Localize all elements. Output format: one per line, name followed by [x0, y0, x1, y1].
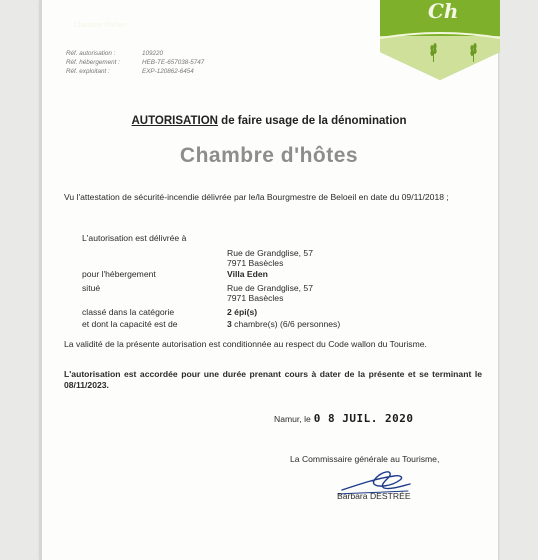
reference-row	[66, 50, 204, 59]
located-line2: 7971 Basècles	[227, 293, 284, 303]
reference-label: Réf. autorisation :	[66, 50, 116, 57]
date-line	[274, 412, 414, 425]
delivered-to-address-line2: 7971 Basècles	[227, 258, 284, 268]
capacity-label: et dont la capacité est de	[82, 319, 178, 329]
title-rest: de faire usage de la dénomination	[217, 115, 407, 127]
stamped-date: 0 8 JUIL. 2020	[313, 412, 414, 425]
document-page	[40, 0, 498, 560]
reference-row	[66, 59, 204, 68]
svg-text:Ch: Ch	[428, 0, 459, 23]
capacity-rest: chambre(s) (6/6 personnes)	[231, 319, 341, 329]
reference-block	[66, 50, 204, 76]
reference-row	[66, 68, 204, 77]
place-prefix: Namur, le	[274, 414, 311, 424]
category-value: 2 épi(s)	[227, 307, 258, 317]
reference-label: Réf. exploitant :	[66, 67, 110, 75]
category-label: classé dans la catégorie	[82, 307, 175, 317]
reference-value: HEB-TE-657038-5747	[142, 58, 205, 66]
reference-label: Réf. hébergement :	[66, 58, 120, 66]
delivered-to-address-line1: Rue de Grandglise, 57	[227, 248, 313, 258]
logo-brand-text: Chambre d'hôtes	[73, 22, 127, 29]
signer-name: Barbara DESTRÉE	[337, 491, 411, 501]
denomination-heading: Chambre d'hôtes	[179, 144, 359, 167]
intro-paragraph: Vu l'attestation de sécurité-incendie délivrée par le/la Bourgmestre de Beloeil en date du 09/11/2018 ;	[64, 192, 449, 202]
located-line1: Rue de Grandglise, 57	[227, 283, 313, 293]
located-label: situé	[82, 283, 101, 293]
document-title	[40, 115, 498, 127]
delivered-to-label: L'autorisation est délivrée à	[82, 233, 187, 243]
capacity-value	[227, 319, 340, 330]
reference-value: 109220	[142, 50, 164, 57]
reference-value: EXP-120862-6454	[142, 67, 194, 75]
accommodation-name: Villa Eden	[227, 269, 268, 279]
chambre-dhotes-logo	[380, 0, 500, 80]
condition-paragraph: La validité de la présente autorisation est conditionnée au respect du Code wallon du Tourisme.	[64, 339, 427, 349]
title-underlined: AUTORISATION	[131, 115, 218, 127]
accommodation-label: pour l'hébergement	[82, 269, 156, 279]
duration-paragraph: L'autorisation est accordée pour une durée prenant cours à dater de la présente et se terminant le 08/11/2023.	[64, 369, 482, 390]
capacity-number: 3	[227, 319, 232, 329]
commissioner-title: La Commissaire générale au Tourisme,	[290, 454, 440, 464]
